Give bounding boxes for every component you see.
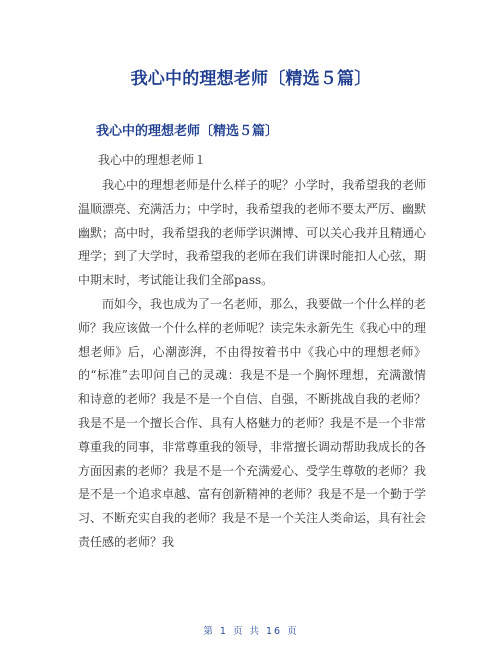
- page-number-footer: 第 1 页 共 16 页: [203, 626, 299, 637]
- body-paragraph-1: 我心中的理想老师是什么样子的呢？小学时，我希望我的老师温顺漂亮、充满活力；中学时，我希望我的老师不要太严厉、幽默幽默；高中时，我希望我的老师学识渊博、可以关心我并且精通心理学；到了大学时，我希望我的老师在我们讲课时能扣人心弦，期中期末时，考试能让我们全部pass。: [78, 178, 427, 288]
- article-subtitle: 我心中的理想老师１: [98, 153, 207, 167]
- document-title: 我心中的理想老师〔精选５篇〕: [130, 69, 372, 89]
- body-paragraph-2: 而如今，我也成为了一名老师，那么，我要做一个什么样的老师？我应该做一个什么样的老师呢？读完朱永新先生《我心中的理想老师》后，心潮澎湃，不由得按着书中《我心中的理想老师》的“标准”去叩问自己的灵魂：我是不是一个胸怀理想，充满激情和诗意的老师？我是不是一个自信、自强，不断挑战自我的老师？我是不是一个擅长合作、具有人格魅力的老师？我是不是一个非常尊重我的同事，非常尊重我的领导，非常擅长调动帮助我成长的各方面因素的老师？我是不是一个充满爱心、受学生尊敬的老师？我是不是一个追求卓越、富有创新精神的老师？我是不是一个勤于学习、不断充实自我的老师？我是不是一个关注人类命运，具有社会责任感的老师？我: [78, 297, 427, 549]
- section-heading: 我心中的理想老师〔精选５篇〕: [96, 124, 279, 139]
